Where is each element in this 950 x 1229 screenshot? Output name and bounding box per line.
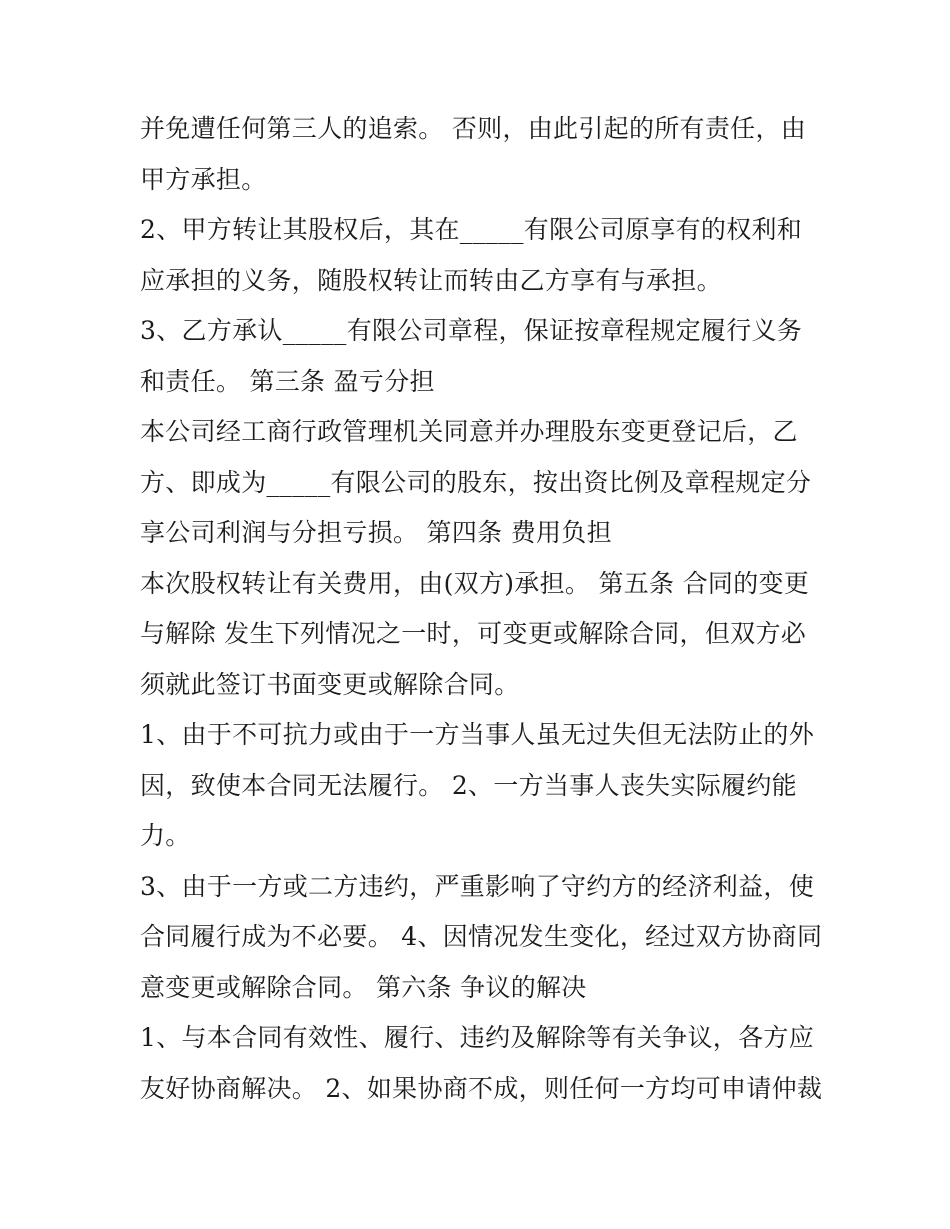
text-line: 本公司经工商行政管理机关同意并办理股东变更登记后，乙	[140, 417, 798, 446]
text-line: 1、由于不可抗力或由于一方当事人虽无过失但无法防止的外	[140, 720, 815, 749]
text-line: 方、即成为_____有限公司的股东，按出资比例及章程规定分	[140, 467, 812, 497]
document-body	[140, 104, 823, 1114]
text-line: 和责任。 第三条 盈亏分担	[140, 366, 435, 396]
text-line: 应承担的义务，随股权转让而转由乙方享有与承担。	[140, 265, 722, 295]
text-line: 并免遭任何第三人的追索。 否则，由此引起的所有责任，由	[140, 114, 807, 143]
text-line: 合同履行成为不必要。 4、因情况发生变化，经过双方协商同	[140, 922, 823, 951]
text-line: 友好协商解决。 2、如果协商不成，则任何一方均可申请仲裁	[140, 1073, 823, 1103]
text-line: 因，致使本合同无法履行。 2、一方当事人丧失实际履约能	[140, 770, 797, 800]
text-line: 力。	[140, 821, 191, 850]
text-line: 与解除 发生下列情况之一时，可变更或解除合同，但双方必	[140, 619, 807, 648]
text-line: 本次股权转让有关费用，由(双方)承担。 第五条 合同的变更	[140, 568, 810, 598]
text-line: 享公司利润与分担亏损。 第四条 费用负担	[140, 518, 612, 547]
text-line: 2、甲方转让其股权后，其在_____有限公司原享有的权利和	[140, 215, 803, 244]
text-line: 意变更或解除合同。 第六条 争议的解决	[140, 972, 587, 1002]
text-line: 1、与本合同有效性、履行、违约及解除等有关争议，各方应	[140, 1023, 815, 1052]
text-line: 3、由于一方或二方违约，严重影响了守约方的经济利益，使	[140, 871, 815, 901]
text-line: 甲方承担。	[140, 164, 267, 194]
text-line: 3、乙方承认_____有限公司章程，保证按章程规定履行义务	[140, 316, 803, 345]
text-line: 须就此签订书面变更或解除合同。	[140, 669, 520, 699]
